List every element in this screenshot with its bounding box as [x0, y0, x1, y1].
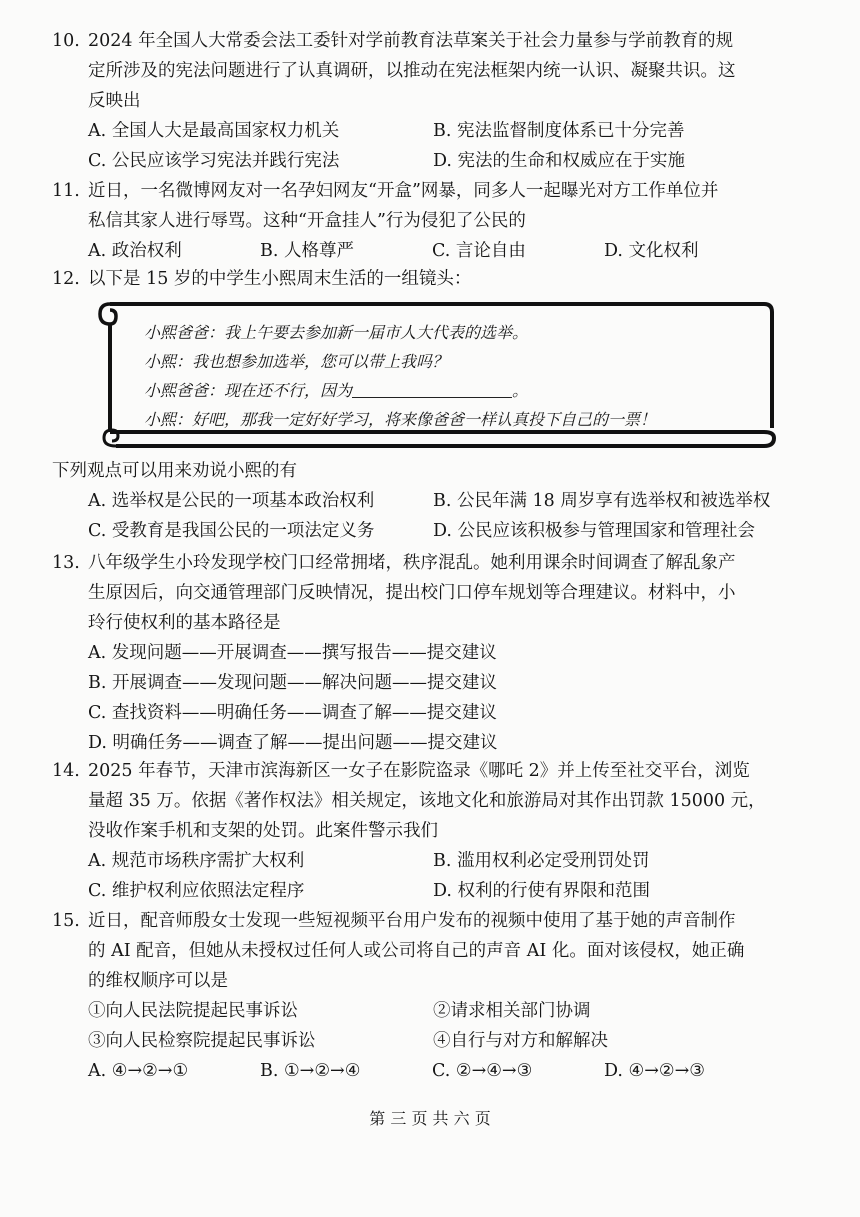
question-stem: 量超 35 万。依据《著作权法》相关规定，该地文化和旅游局对其作出罚款 15000 元，: [88, 791, 766, 811]
option-c[interactable]: C. 言论自由: [432, 241, 526, 261]
item-row: [52, 1026, 792, 1056]
dialog-line: 小熙爸爸：我上午要去参加新一届市人大代表的选举。: [144, 323, 529, 342]
question-stem: 12. 以下是 15 岁的中学生小熙周末生活的一组镜头：: [52, 264, 792, 294]
option-d[interactable]: D. 文化权利: [604, 241, 699, 261]
option-d[interactable]: D. 权利的行使有界限和范围: [433, 881, 651, 901]
option-row: [52, 116, 792, 146]
question-stem: 反映出: [88, 91, 141, 111]
option-row: [52, 1056, 792, 1086]
answer-blank[interactable]: [352, 379, 512, 398]
question-stem: 的 AI 配音，但她从未授权过任何人或公司将自己的声音 AI 化。面对该侵权，她正确: [88, 941, 745, 961]
question-11: [52, 176, 792, 266]
option-a[interactable]: A. 全国人大是最高国家权力机关: [88, 121, 340, 141]
dialog-line: 小熙：好吧，那我一定好好学习，将来像爸爸一样认真投下自己的一票！: [144, 410, 657, 429]
question-stem: 玲行使权利的基本路径是: [88, 613, 281, 633]
option-b[interactable]: B. 开展调查——发现问题——解决问题——提交建议: [88, 673, 497, 693]
option-c[interactable]: C. 维护权利应依照法定程序: [88, 881, 305, 901]
option-d[interactable]: D. ④→②→③: [604, 1061, 705, 1081]
question-stem: 15. 近日，配音师殷女士发现一些短视频平台用户发布的视频中使用了基于她的声音制作: [52, 906, 792, 936]
question-number: 11.: [52, 181, 80, 201]
dialog-line: 小熙：我也想参加选举，您可以带上我吗？: [144, 352, 449, 371]
option-b[interactable]: B. 滥用权利必定受刑罚处罚: [433, 851, 650, 871]
option-a[interactable]: A. 发现问题——开展调查——撰写报告——提交建议: [88, 643, 497, 663]
question-stem: 私信其家人进行辱骂。这种“开盒挂人”行为侵犯了公民的: [88, 211, 526, 231]
question-14: [52, 756, 792, 906]
option-b[interactable]: B. 公民年满 18 周岁享有选举权和被选举权: [433, 491, 771, 511]
option-row: [52, 516, 792, 546]
question-stem: 没收作案手机和支架的处罚。此案件警示我们: [88, 821, 438, 841]
question-10: [52, 26, 792, 176]
question-13: [52, 548, 792, 758]
dialog-text: [144, 318, 764, 434]
question-15: [52, 906, 792, 1086]
question-stem: 11. 近日，一名微博网友对一名孕妇网友“开盒”网暴，同多人一起曝光对方工作单位并: [52, 176, 792, 206]
option-a[interactable]: A. 选举权是公民的一项基本政治权利: [88, 491, 375, 511]
option-d[interactable]: D. 明确任务——调查了解——提出问题——提交建议: [88, 733, 498, 753]
option-c[interactable]: C. ②→④→③: [432, 1061, 533, 1081]
option-a[interactable]: A. ④→②→①: [88, 1061, 189, 1081]
list-item: ③向人民检察院提起民事诉讼: [88, 1031, 316, 1051]
item-row: [52, 996, 792, 1026]
list-item: ①向人民法院提起民事诉讼: [88, 1001, 298, 1021]
question-number: 12.: [52, 269, 80, 289]
question-stem: 的维权顺序可以是: [88, 971, 228, 991]
dialog-scroll-frame: [96, 296, 776, 450]
question-stem: 14. 2025 年春节，天津市滨海新区一女子在影院盗录《哪吒 2》并上传至社交平台，浏览: [52, 756, 792, 786]
page-number: 第 三 页 共 六 页: [369, 1109, 491, 1128]
option-row: [52, 846, 792, 876]
option-c[interactable]: C. 查找资料——明确任务——调查了解——提交建议: [88, 703, 497, 723]
option-c[interactable]: C. 公民应该学习宪法并践行宪法: [88, 151, 340, 171]
option-row: [52, 486, 792, 516]
option-a[interactable]: A. 政治权利: [88, 241, 182, 261]
option-b[interactable]: B. 人格尊严: [260, 241, 354, 261]
dialog-line: 小熙爸爸：现在还不行，因为 。: [144, 381, 529, 400]
question-stem: 下列观点可以用来劝说小熙的有: [52, 461, 297, 481]
question-stem: 生原因后，向交通管理部门反映情况，提出校门口停车规划等合理建议。材料中，小: [88, 583, 736, 603]
option-row: [52, 146, 792, 176]
question-number: 10.: [52, 31, 80, 51]
question-stem: 13. 八年级学生小玲发现学校门口经常拥堵，秩序混乱。她利用课余时间调查了解乱象产: [52, 548, 792, 578]
option-b[interactable]: B. 宪法监督制度体系已十分完善: [433, 121, 685, 141]
option-row: [52, 876, 792, 906]
question-stem: 定所涉及的宪法问题进行了认真调研，以推动在宪法框架内统一认识、凝聚共识。这: [88, 61, 736, 81]
question-number: 14.: [52, 761, 80, 781]
question-number: 15.: [52, 911, 80, 931]
question-number: 13.: [52, 553, 80, 573]
option-row: [52, 236, 792, 266]
option-d[interactable]: D. 公民应该积极参与管理国家和管理社会: [433, 521, 756, 541]
option-c[interactable]: C. 受教育是我国公民的一项法定义务: [88, 521, 375, 541]
list-item: ②请求相关部门协调: [433, 1001, 591, 1021]
question-stem: 10. 2024 年全国人大常委会法工委针对学前教育法草案关于社会力量参与学前教育的规: [52, 26, 792, 56]
option-a[interactable]: A. 规范市场秩序需扩大权利: [88, 851, 305, 871]
option-b[interactable]: B. ①→②→④: [260, 1061, 361, 1081]
list-item: ④自行与对方和解解决: [433, 1031, 608, 1051]
option-d[interactable]: D. 宪法的生命和权威应在于实施: [433, 151, 686, 171]
question-12-continued: [52, 456, 792, 546]
question-12: [52, 264, 792, 294]
